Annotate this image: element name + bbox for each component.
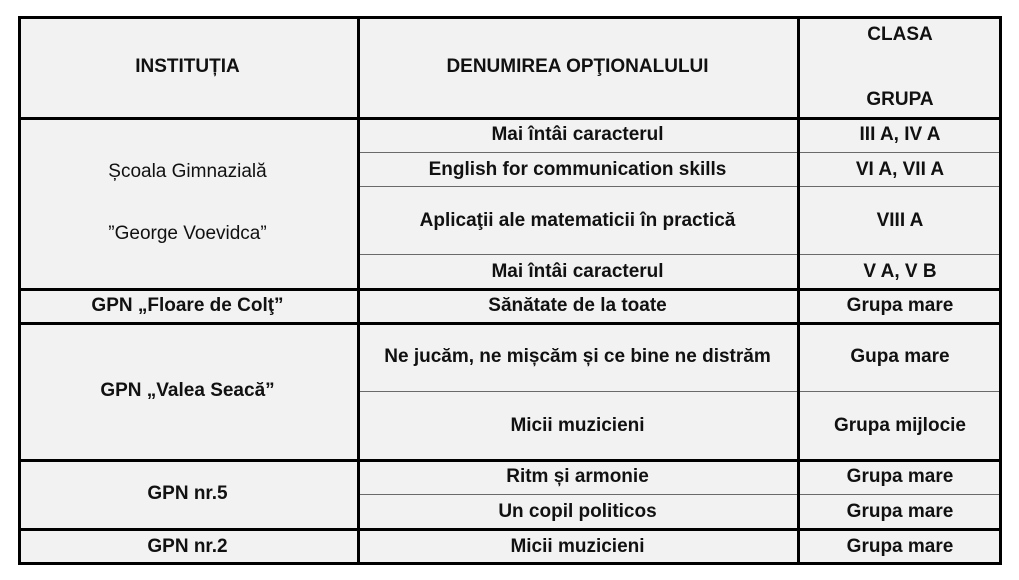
group-value: Grupa mare [846,535,954,557]
group-cell [798,323,1002,392]
optional-cell [358,255,798,289]
group-cell [798,495,1002,529]
group-cell [798,460,1002,495]
institution-name-line: Școala Gimnazială [108,161,267,182]
row-divider [18,117,1002,120]
group-value: Grupa mare [846,500,954,522]
header-class-group-stack [866,16,933,117]
row-divider [18,322,1002,325]
group-value: III A, IV A [859,124,941,145]
row-divider [18,459,1002,462]
group-cell [798,289,1002,323]
optional-cell [358,118,798,153]
group-value: VI A, VII A [855,158,945,180]
optional-name: Micii muzicieni [510,414,645,436]
group-cell [798,529,1002,565]
header-class-group [798,16,1002,118]
row-divider [18,528,1002,531]
header-institution-label: INSTITUȚIA [135,55,240,77]
institution-name: GPN „Valea Seacă” [100,380,275,401]
optional-name: Sănătate de la toate [488,294,667,316]
group-cell [798,255,1002,289]
institution-cell [18,289,358,323]
optional-courses-table [18,16,1002,565]
group-cell [798,153,1002,187]
optional-cell [358,323,798,392]
group-value: Gupa mare [850,346,950,367]
optional-name: Micii muzicieni [510,535,645,557]
header-group-label: GRUPA [866,89,934,110]
institution-cell [18,460,358,529]
institution-name-line: ”George Voevidca” [108,223,267,244]
group-cell [798,392,1002,460]
group-value: Grupa mare [846,294,954,316]
institution-cell [18,118,358,289]
optional-name: Aplicaţii ale matematicii în practică [419,209,736,231]
row-divider [18,288,1002,291]
optional-name: Mai întâi caracterul [491,124,664,145]
institution-cell [18,529,358,565]
optional-cell [358,392,798,460]
optional-cell [358,187,798,255]
group-cell [798,187,1002,255]
header-optional-label: DENUMIREA OPŢIONALULUI [446,55,709,77]
optional-name: Ritm și armonie [506,466,649,487]
optional-cell [358,529,798,565]
group-value: Grupa mare [846,466,954,487]
optional-name: Mai întâi caracterul [491,260,664,282]
optional-cell [358,153,798,187]
header-institution [18,16,358,118]
optional-cell [358,495,798,529]
institution-name: GPN nr.5 [147,483,228,504]
optional-cell [358,460,798,495]
institution-cell [18,323,358,460]
header-optional-name [358,16,798,118]
group-cell [798,118,1002,153]
institution-name: GPN nr.2 [147,535,228,557]
optional-cell [358,289,798,323]
header-class-label: CLASA [867,24,933,45]
institution-name: GPN „Floare de Colţ” [91,294,284,316]
group-value: Grupa mijlocie [834,414,966,436]
institution-name-lines [108,161,266,245]
group-value: V A, V B [863,260,937,282]
optional-name: English for communication skills [428,158,727,180]
optional-name: Un copil politicos [498,500,657,522]
optional-name: Ne jucăm, ne mișcăm și ce bine ne distrăm [384,346,771,367]
group-value: VIII A [876,209,924,231]
